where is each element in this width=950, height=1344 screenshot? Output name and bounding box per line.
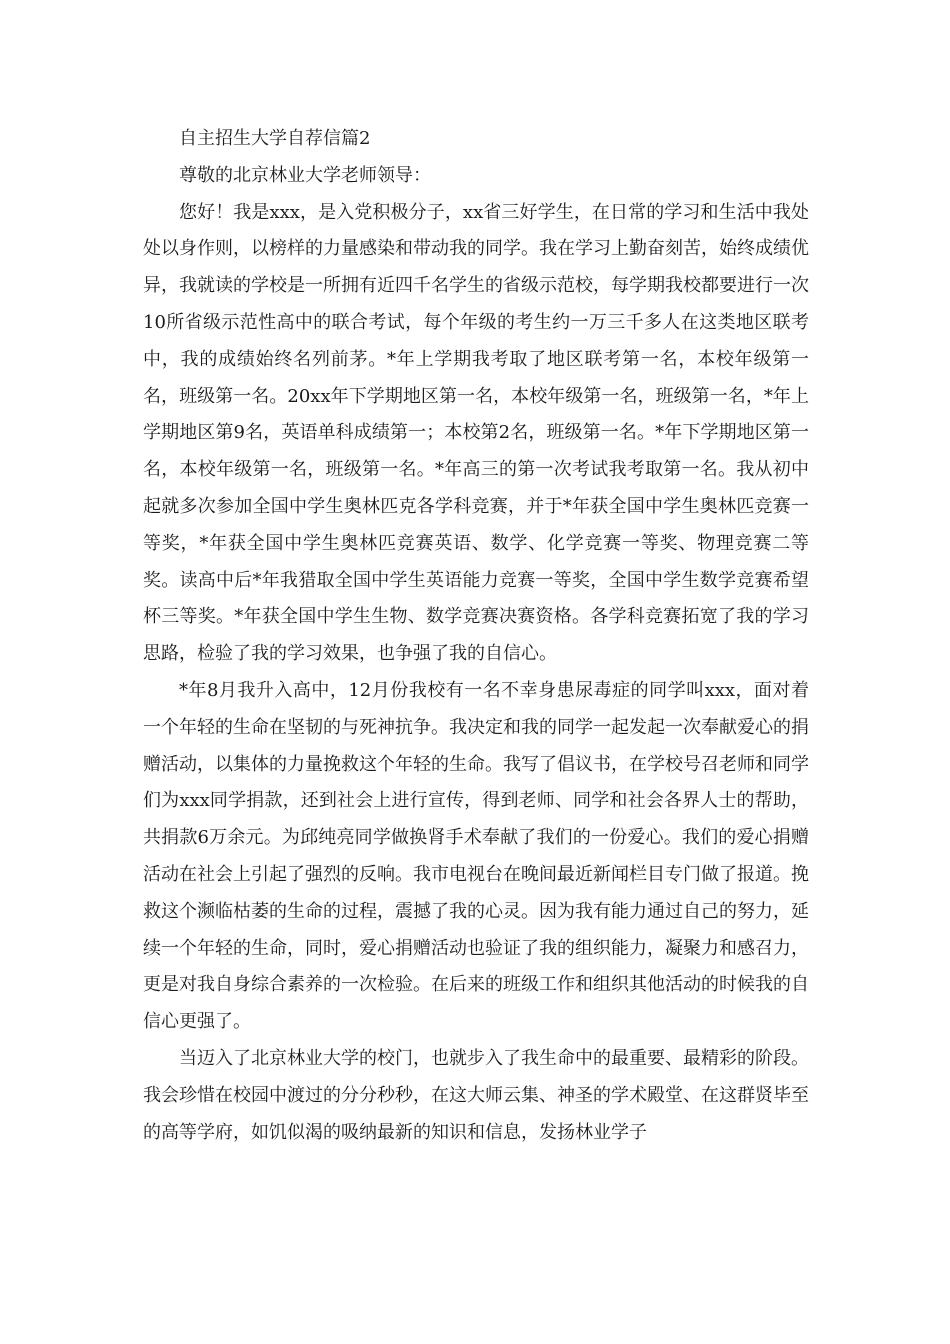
body-paragraph-3: 当迈入了北京林业大学的校门，也就步入了我生命中的最重要、最精彩的阶段。我会珍惜在校园中渡过的分分秒秒，在这大师云集、神圣的学术殿堂、在这群贤毕至的高等学府，如饥似渴的吸纳最新的知识和信息，发扬林业学子 [143, 1047, 809, 1143]
body-paragraph-2: *年8月我升入高中，12月份我校有一名不幸身患尿毒症的同学叫xxx，面对着一个年轻的生命在坚韧的与死神抗争。我决定和我的同学一起发起一次奉献爱心的捐赠活动，以集体的力量挽救这个年轻的生命。我写了倡议书，在学校号召老师和同学们为xxx同学捐款，还到社会上进行宣传，得到老师、同学和社会各界人士的帮助，共捐款6万余元。为邱纯亮同学做换肾手术奉献了我们的一份爱心。我们的爱心捐赠活动在社会上引起了强烈的反响。我市电视台在晚间最近新闻栏目专门做了报道。挽救这个濒临枯萎的生命的过程，震撼了我的心灵。因为我有能力通过自己的努力，延续一个年轻的生命，同时，爱心捐赠活动也验证了我的组织能力，凝聚力和感召力，更是对我自身综合素养的一次检验。在后来的班级工作和组织其他活动的时候我的自信心更强了。 [143, 679, 809, 1033]
document-body [143, 121, 809, 1151]
salutation: 尊敬的北京林业大学老师领导： [179, 164, 431, 186]
document-title: 自主招生大学自荐信篇2 [179, 128, 371, 149]
body-paragraph-1: 您好！我是xxx，是入党积极分子，xx省三好学生，在日常的学习和生活中我处处以身作则，以榜样的力量感染和带动我的同学。我在学习上勤奋刻苦，始终成绩优异，我就读的学校是一所拥有近四千名学生的省级示范校，每学期我校都要进行一次10所省级示范性高中的联合考试，每个年级的考生约一万三千多人在这类地区联考中，我的成绩始终名列前茅。*年上学期我考取了地区联考第一名，本校年级第一名，班级第一名。20xx年下学期地区第一名，本校年级第一名，班级第一名，*年上学期地区第9名，英语单科成绩第一；本校第2名，班级第一名。*年下学期地区第一名，本校年级第一名，班级第一名。*年高三的第一次考试我考取第一名。我从初中起就多次参加全国中学生奥林匹克各学科竞赛，并于*年获全国中学生奥林匹竞赛一等奖，*年获全国中学生奥林匹竞赛英语、数学、化学竞赛一等奖、物理竞赛二等奖。读高中后*年我猎取全国中学生英语能力竞赛一等奖，全国中学生数学竞赛希望杯三等奖。*年获全国中学生生物、数学竞赛决赛资格。各学科竞赛拓宽了我的学习思路，检验了我的学习效果，也争强了我的自信心。 [143, 201, 809, 665]
